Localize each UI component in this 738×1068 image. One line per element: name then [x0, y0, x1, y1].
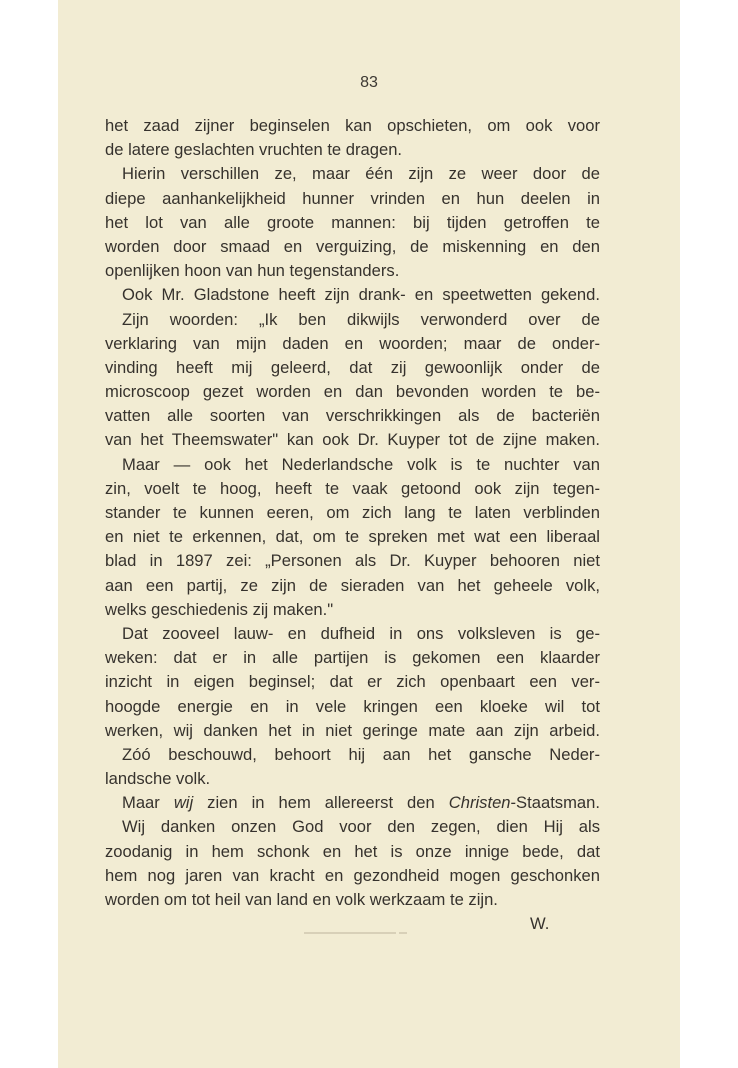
text-line: diepe aanhankelijkheid hunner vrinden en hun deelen in — [105, 188, 600, 208]
text-line: het zaad zijner beginselen kan opschieten, om ook voor — [105, 116, 600, 135]
text-line: zoodanig in hem schonk en het is onze innige bede, dat — [105, 841, 600, 861]
text-line: hem nog jaren van kracht en gezondheid mogen geschonken — [105, 865, 600, 885]
signature: W. — [530, 914, 550, 933]
text-line: microscoop gezet worden en dan bevonden worden te be- — [105, 382, 600, 402]
text-line: de latere geslachten vruchten te dragen. — [105, 140, 403, 160]
text-line: vinding heeft mij geleerd, dat zij gewoonlijk onder de — [105, 357, 600, 377]
text-line: openlijken hoon van hun tegenstanders. — [105, 261, 400, 281]
text-line: worden door smaad en verguizing, de miskenning en den — [105, 236, 600, 256]
divider-dash — [399, 932, 407, 934]
text-line: Hierin verschillen ze, maar één zijn ze weer door de — [122, 164, 600, 184]
text-line: stander te kunnen eeren, om zich lang te laten verblinden — [105, 503, 600, 522]
text-line: werken, wij danken het in niet geringe mate aan zijn arbeid. — [105, 720, 600, 740]
text-line: en niet te erkennen, dat, om te spreken met wat een liberaal — [105, 527, 600, 547]
text-line: van het Theemswater" kan ook Dr. Kuyper tot de zijne maken. — [105, 430, 600, 450]
text-line: weken: dat er in alle partijen is gekomen een klaarder — [105, 648, 600, 668]
text-line: landsche volk. — [105, 769, 211, 789]
text-line: Maar — ook het Nederlandsche volk is te nuchter van — [122, 454, 600, 474]
text-line: welks geschiedenis zij maken." — [105, 599, 334, 619]
text-line: Zóó beschouwd, behoort hij aan het gansche Neder- — [122, 744, 600, 764]
divider-line — [304, 932, 396, 934]
text-line: Ook Mr. Gladstone heeft zijn drank- en speetwetten gekend. — [122, 285, 600, 305]
text-line: blad in 1897 zei: „Personen als Dr. Kuyper behooren niet — [105, 551, 600, 571]
text-line: Dat zooveel lauw- en dufheid in ons volksleven is ge- — [122, 623, 600, 643]
text-line: Wij danken onzen God voor den zegen, dien Hij als — [122, 817, 600, 837]
text-line: het lot van alle groote mannen: bij tijden getroffen te — [105, 212, 600, 232]
text-line: worden om tot heil van land en volk werkzaam te zijn. — [105, 890, 498, 909]
book-page — [58, 0, 680, 1068]
page-number: 83 — [360, 74, 378, 91]
text-line: hoogde energie en in vele kringen een kloeke wil tot — [105, 696, 600, 716]
text-line: Maar wij zien in hem allereerst den Christen-Staatsman. — [122, 793, 600, 813]
text-line: vatten alle soorten van verschrikkingen als de bacteriën — [105, 406, 600, 426]
text-line: inzicht in eigen beginsel; dat er zich openbaart een ver- — [105, 672, 600, 692]
body-text — [105, 114, 600, 912]
text-line: verklaring van mijn daden en woorden; maar de onder- — [105, 333, 600, 353]
text-line: aan een partij, ze zijn de sieraden van het geheele volk, — [105, 575, 600, 595]
text-line: zin, voelt te hoog, heeft te vaak getoond ook zijn tegen- — [105, 478, 600, 498]
text-line: Zijn woorden: „Ik ben dikwijls verwonderd over de — [122, 309, 600, 329]
